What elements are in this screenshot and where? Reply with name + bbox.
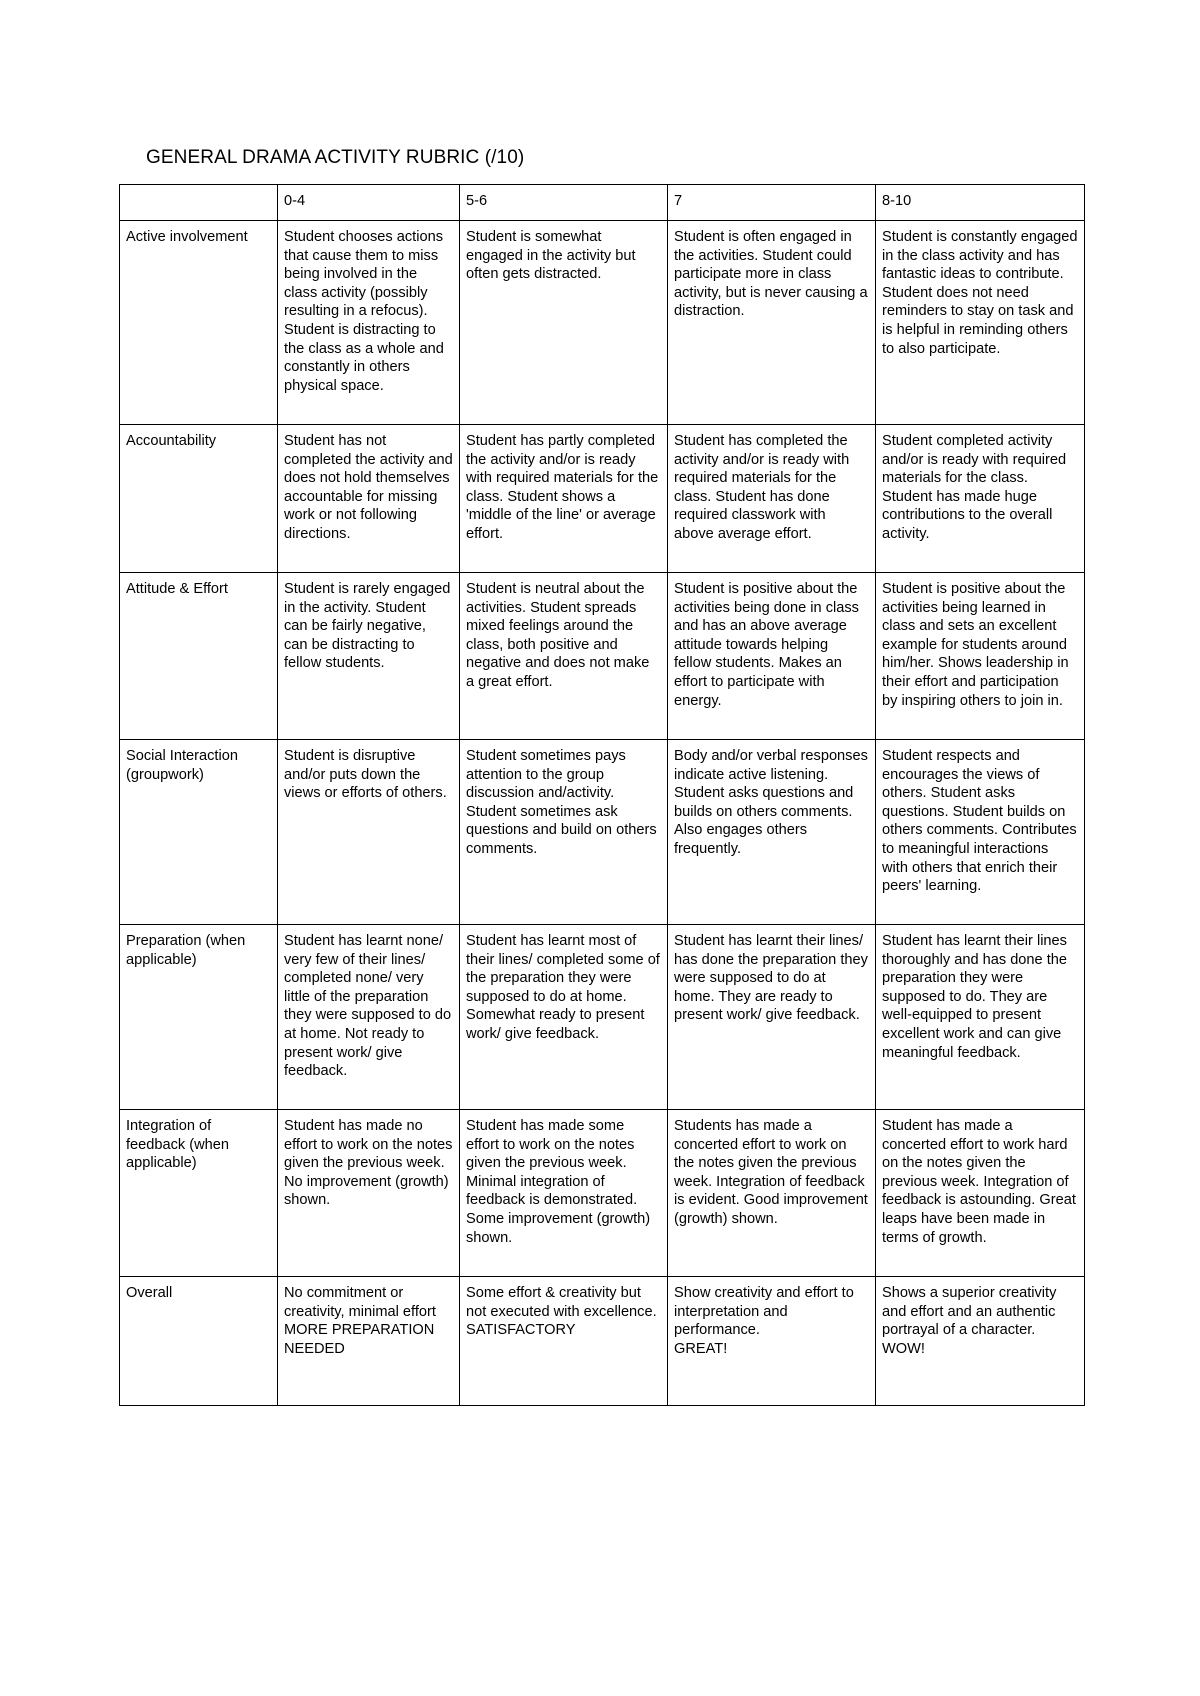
rubric-row-preparation <box>120 925 1085 1110</box>
descriptor-cell-5-6: Student has made some effort to work on the notes given the previous week. Minimal integration of feedback is demonstrated. Some improvement (growth) shown. <box>460 1110 668 1277</box>
rubric-row-accountability <box>120 425 1085 573</box>
descriptor-cell-8-10: Student completed activity and/or is ready with required materials for the class. Student has made huge contributions to the overall activity. <box>876 425 1085 573</box>
verdict-text: MORE PREPARATION NEEDED <box>284 1322 435 1357</box>
header-row <box>120 185 1085 221</box>
descriptor-cell-5-6: Student sometimes pays attention to the group discussion and/activity. Student sometimes ask questions and build on others comments. <box>460 740 668 925</box>
criterion-cell: Overall <box>120 1277 278 1406</box>
descriptor-text: Some effort & creativity but not executed with excellence. <box>466 1285 657 1320</box>
criterion-cell: Social Interaction (groupwork) <box>120 740 278 925</box>
verdict-text: WOW! <box>882 1340 925 1357</box>
criterion-cell: Attitude & Effort <box>120 573 278 740</box>
descriptor-cell-7: Student is positive about the activities being done in class and has an above average attitude towards helping fellow students. Makes an effort to participate with energy. <box>668 573 876 740</box>
descriptor-cell-7: Student has completed the activity and/or is ready with required materials for the class. Student has done required classwork with above average effort. <box>668 425 876 573</box>
rubric-row-social-interaction <box>120 740 1085 925</box>
document-title: GENERAL DRAMA ACTIVITY RUBRIC (/10) <box>146 147 525 168</box>
descriptor-cell-8-10: Student is constantly engaged in the class activity and has fantastic ideas to contribute. Student does not need reminders to stay on task and is helpful in reminding others to also participate. <box>876 221 1085 425</box>
descriptor-cell-0-4: Student is rarely engaged in the activity. Student can be fairly negative, can be distracting to fellow students. <box>278 573 460 740</box>
header-cell-criterion <box>120 185 278 221</box>
descriptor-cell-0-4: Student has not completed the activity and does not hold themselves accountable for missing work or not following directions. <box>278 425 460 573</box>
descriptor-cell-5-6 <box>460 1277 668 1406</box>
descriptor-cell-7: Student is often engaged in the activities. Student could participate more in class activity, but is never causing a distraction. <box>668 221 876 425</box>
descriptor-cell-5-6: Student is somewhat engaged in the activity but often gets distracted. <box>460 221 668 425</box>
descriptor-text: No commitment or creativity, minimal effort <box>284 1285 436 1320</box>
rubric-table <box>119 184 1085 1406</box>
verdict-text: GREAT! <box>674 1340 728 1357</box>
descriptor-cell-8-10: Student has made a concerted effort to work hard on the notes given the previous week. Integration of feedback is astounding. Great leaps have been made in terms of growth. <box>876 1110 1085 1277</box>
descriptor-cell-8-10: Student respects and encourages the views of others. Student asks questions. Student builds on others comments. Contributes to meaningful interactions with others that enrich their peers' learning. <box>876 740 1085 925</box>
header-cell-0-4: 0-4 <box>278 185 460 221</box>
criterion-cell: Active involvement <box>120 221 278 425</box>
rubric-row-attitude-effort <box>120 573 1085 740</box>
descriptor-text: Shows a superior creativity and effort and an authentic portrayal of a character. <box>882 1285 1057 1339</box>
descriptor-cell-5-6: Student is neutral about the activities. Student spreads mixed feelings around the class, both positive and negative and does not make a great effort. <box>460 573 668 740</box>
header-cell-5-6: 5-6 <box>460 185 668 221</box>
descriptor-cell-7 <box>668 1277 876 1406</box>
descriptor-cell-7: Students has made a concerted effort to work on the notes given the previous week. Integration of feedback is evident. Good improvement (growth) shown. <box>668 1110 876 1277</box>
rubric-row-integration-of-feedback <box>120 1110 1085 1277</box>
descriptor-cell-8-10: Student has learnt their lines thoroughly and has done the preparation they were supposed to do. They are well-equipped to present excellent work and can give meaningful feedback. <box>876 925 1085 1110</box>
header-cell-7: 7 <box>668 185 876 221</box>
rubric-row-overall <box>120 1277 1085 1406</box>
descriptor-cell-0-4: Student chooses actions that cause them to miss being involved in the class activity (possibly resulting in a refocus). Student is distracting to the class as a whole and constantly in others physical space. <box>278 221 460 425</box>
descriptor-cell-0-4 <box>278 1277 460 1406</box>
descriptor-text: Show creativity and effort to interpretation and performance. <box>674 1285 854 1339</box>
criterion-cell: Preparation (when applicable) <box>120 925 278 1110</box>
verdict-text: SATISFACTORY <box>466 1322 576 1339</box>
descriptor-cell-8-10: Student is positive about the activities being learned in class and sets an excellent example for students around him/her. Shows leadership in their effort and participation by inspiring others to join in. <box>876 573 1085 740</box>
criterion-cell: Integration of feedback (when applicable) <box>120 1110 278 1277</box>
descriptor-cell-5-6: Student has partly completed the activity and/or is ready with required materials for the class. Student shows a 'middle of the line' or average effort. <box>460 425 668 573</box>
descriptor-cell-8-10 <box>876 1277 1085 1406</box>
criterion-cell: Accountability <box>120 425 278 573</box>
descriptor-cell-0-4: Student has learnt none/ very few of their lines/ completed none/ very little of the preparation they were supposed to do at home. Not ready to present work/ give feedback. <box>278 925 460 1110</box>
header-cell-8-10: 8-10 <box>876 185 1085 221</box>
rubric-row-active-involvement <box>120 221 1085 425</box>
descriptor-cell-0-4: Student is disruptive and/or puts down the views or efforts of others. <box>278 740 460 925</box>
descriptor-cell-7: Body and/or verbal responses indicate active listening. Student asks questions and builds on others comments. Also engages others frequently. <box>668 740 876 925</box>
descriptor-cell-5-6: Student has learnt most of their lines/ completed some of the preparation they were supposed to do at home. Somewhat ready to present work/ give feedback. <box>460 925 668 1110</box>
descriptor-cell-0-4: Student has made no effort to work on the notes given the previous week. No improvement (growth) shown. <box>278 1110 460 1277</box>
descriptor-cell-7: Student has learnt their lines/ has done the preparation they were supposed to do at home. They are ready to present work/ give feedback. <box>668 925 876 1110</box>
